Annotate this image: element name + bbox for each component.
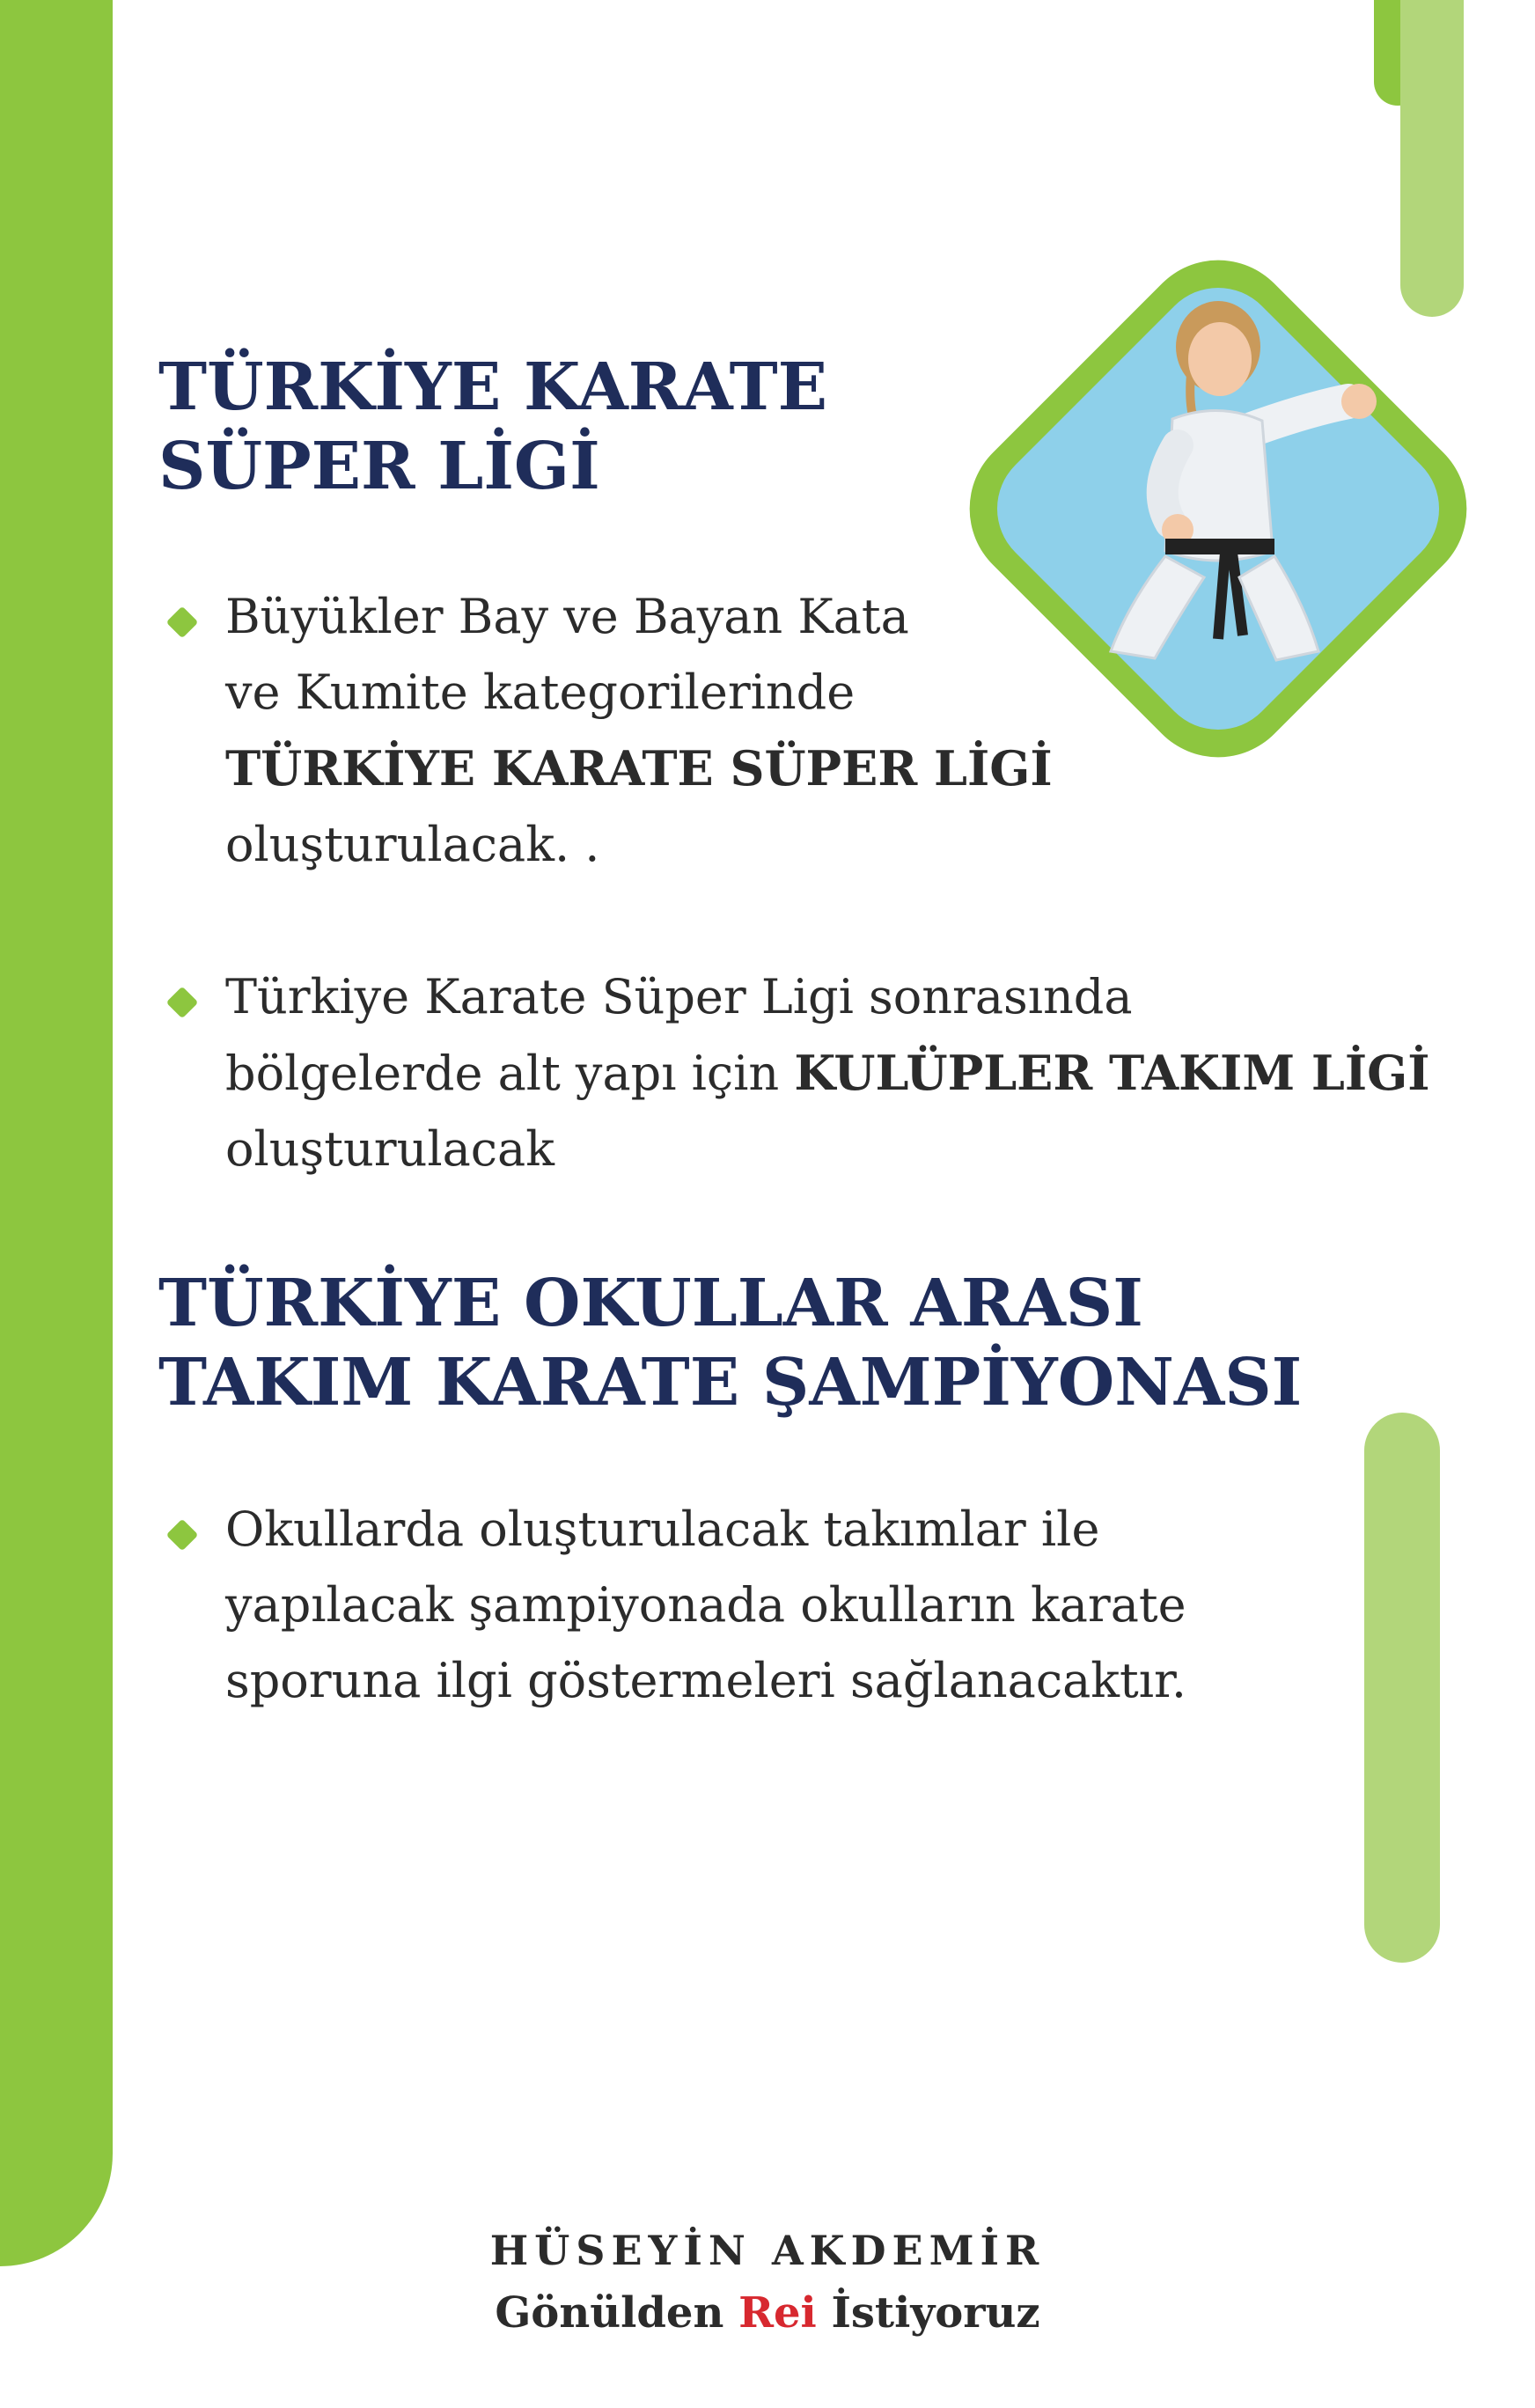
bullet-diamond-icon <box>166 606 199 639</box>
section2-title-line: TÜRKİYE OKULLAR ARASI <box>158 1266 1143 1341</box>
slogan-text: Gönülden <box>495 2288 739 2338</box>
bullet-text: ve Kumite kategorilerinde <box>225 664 856 720</box>
bullet-text: bölgelerde alt yapı için <box>225 1046 795 1101</box>
footer-slogan <box>0 2288 1535 2338</box>
bullet-text: Büyükler Bay ve Bayan Kata <box>225 589 909 644</box>
section2-title-line: TAKIM KARATE ŞAMPİYONASI <box>158 1345 1303 1421</box>
bullet-text: yapılacak şampiyonada okulların karate <box>225 1577 1186 1633</box>
bullet-text: oluşturulacak. . <box>225 817 600 872</box>
left-green-band <box>0 0 113 2266</box>
side-pill-decoration <box>1364 1413 1440 1963</box>
bullet-text: Türkiye Karate Süper Ligi sonrasında <box>225 969 1133 1024</box>
bullet-bold-text: TÜRKİYE KARATE SÜPER LİGİ <box>225 740 1053 797</box>
bullet-diamond-icon <box>166 987 199 1019</box>
section1-title <box>158 348 827 506</box>
bullet-diamond-icon <box>166 1519 199 1552</box>
bullet-bold-text: KULÜPLER TAKIM LİGİ <box>794 1045 1430 1101</box>
slogan-accent: Rei <box>738 2288 817 2338</box>
section1-title-line: SÜPER LİGİ <box>158 429 600 504</box>
bullet-text: oluşturulacak <box>225 1121 555 1177</box>
slogan-text: İstiyoruz <box>816 2288 1040 2338</box>
section1-title-line: TÜRKİYE KARATE <box>158 349 828 425</box>
section2-title <box>158 1264 1302 1422</box>
bullet-text: Okullarda oluşturulacak takımlar ile <box>225 1501 1100 1557</box>
bullet-text: sporuna ilgi göstermeleri sağlanacaktır. <box>225 1653 1187 1708</box>
footer-name: HÜSEYİN AKDEMİR <box>489 2227 1046 2274</box>
